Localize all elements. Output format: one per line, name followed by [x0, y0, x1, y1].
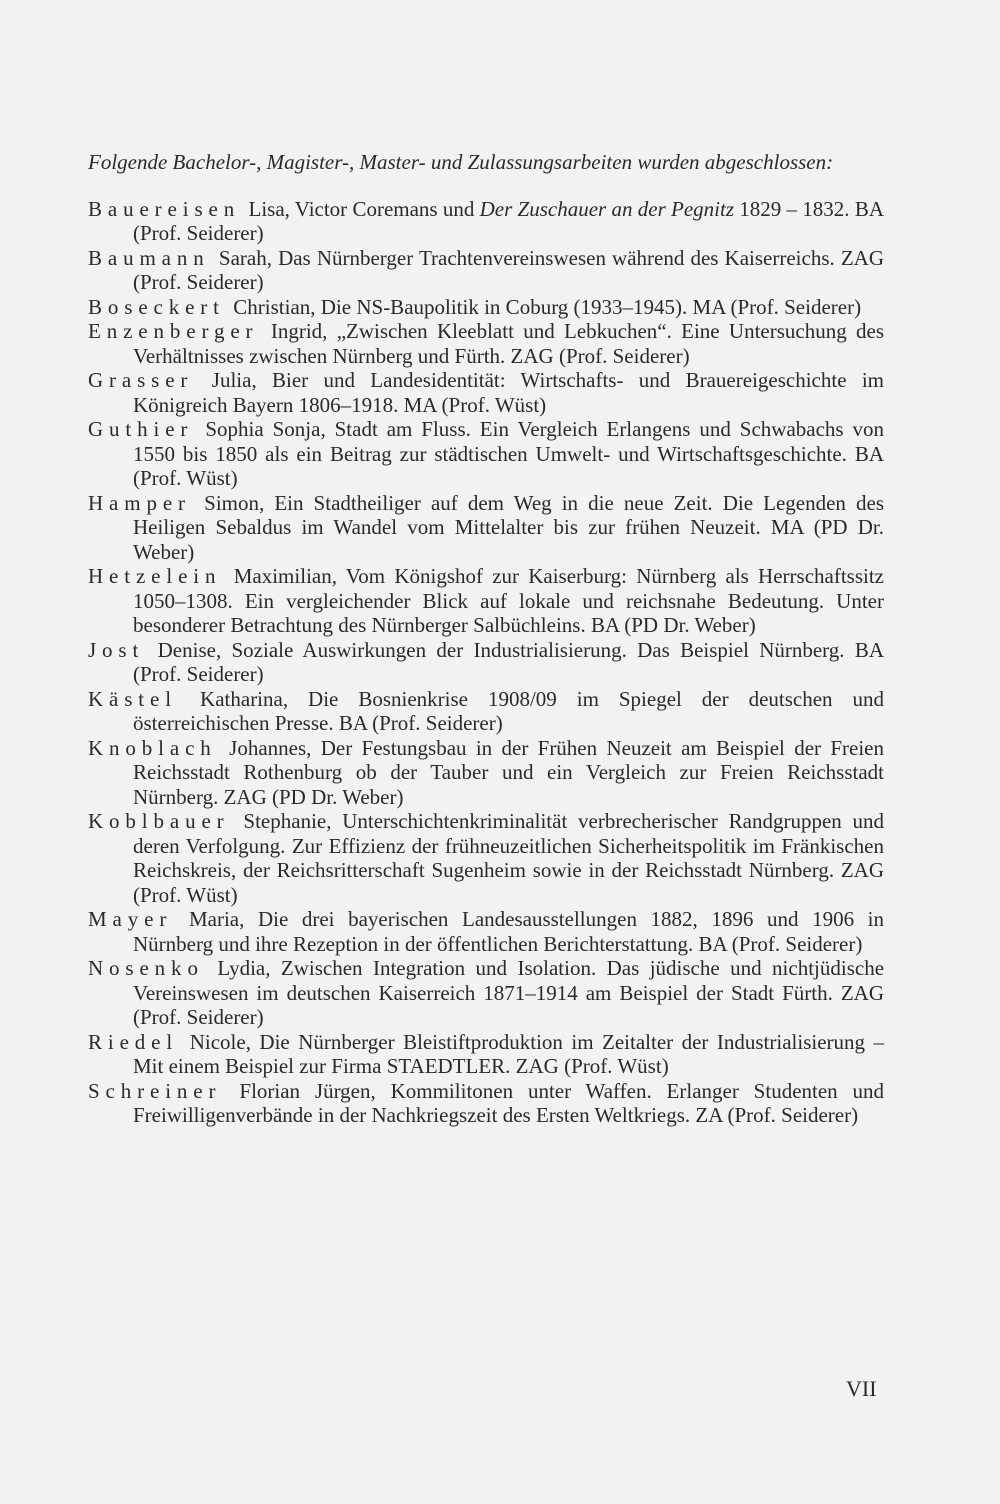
thesis-entry	[88, 197, 884, 246]
entry-surname: Jost	[88, 637, 145, 662]
entry-text: Florian Jürgen, Kommilitonen unter Waffen. Erlanger Studenten und Freiwilligenverbände in der Nachkriegszeit des Ersten Weltkriegs. ZA (Prof. Seiderer)	[133, 1078, 885, 1127]
entry-surname: Knoblach	[88, 735, 217, 760]
thesis-entry	[88, 417, 884, 491]
thesis-entry	[88, 368, 884, 417]
entry-surname: Koblbauer	[88, 809, 230, 833]
page-body	[88, 150, 884, 1128]
entry-text: Ingrid, „Zwischen Kleeblatt und Lebkuchen“. Eine Untersuchung des Verhältnisses zwischen Nürnberg und Fürth. ZAG (Prof. Seiderer)	[133, 319, 884, 368]
entry-surname: Hetzelein	[88, 564, 222, 588]
entry-surname: Nosenko	[88, 956, 204, 980]
thesis-entry	[88, 1030, 884, 1079]
thesis-entry	[88, 687, 884, 736]
entry-surname: Kästel	[88, 686, 177, 711]
entry-text: Maria, Die drei bayerischen Landesausstellungen 1882, 1896 und 1906 in Nürnberg und ihre Rezeption in der öffentlichen Berichterstattung. BA (Prof. Seiderer)	[133, 907, 885, 956]
entry-surname: Grasser	[88, 368, 194, 392]
thesis-entry	[88, 319, 884, 368]
entry-text: Lydia, Zwischen Integration und Isolation. Das jüdische und nichtjüdische Vereinswesen im deutschen Kaiserreich 1871–1914 am Beispiel der Stadt Fürth. ZAG (Prof. Seiderer)	[133, 956, 885, 1029]
thesis-entry	[88, 295, 884, 320]
thesis-entry	[88, 491, 884, 565]
entry-italic-title: Der Zuschauer an der Pegnitz	[479, 196, 734, 221]
entry-text: Simon, Ein Stadtheiliger auf dem Weg in die neue Zeit. Die Legenden des Heiligen Sebaldus im Wandel vom Mittelalter bis zur frühen Neuzeit. MA (PD Dr. Weber)	[133, 490, 884, 564]
entry-surname: Mayer	[88, 907, 173, 931]
thesis-entry	[88, 736, 884, 810]
entry-surname: Enzenberger	[88, 319, 259, 343]
thesis-entry	[88, 907, 884, 956]
thesis-entry	[88, 809, 884, 907]
entry-text: Julia, Bier und Landesidentität: Wirtschafts- und Brauereigeschichte im Königreich Bayern 1806–1918. MA (Prof. Wüst)	[133, 368, 885, 417]
entry-surname: Guthier	[88, 417, 194, 441]
entry-text: Maximilian, Vom Königshof zur Kaiserburg: Nürnberg als Herrschaftssitz 1050–1308. Ein vergleichender Blick auf lokale und reichsnahe Bedeutung. Unter besonderer Betrachtung des Nürnberger Salbüchleins. BA (PD Dr. Weber)	[133, 564, 884, 637]
thesis-list	[88, 197, 884, 1128]
entry-surname: Hamper	[88, 490, 191, 515]
entry-surname: Boseckert	[88, 294, 225, 319]
entry-text: Lisa, Victor Coremans und	[248, 196, 480, 221]
thesis-entry	[88, 246, 884, 295]
page-number: VII	[846, 1376, 877, 1401]
entry-text: Johannes, Der Festungsbau in der Frühen Neuzeit am Beispiel der Freien Reichsstadt Rothenburg ob der Tauber und ein Vergleich zur Freien Reichsstadt Nürnberg. ZAG (PD Dr. Weber)	[133, 735, 884, 809]
entry-text: Sarah, Das Nürnberger Trachtenvereinswesen während des Kaiserreichs. ZAG (Prof. Seiderer)	[133, 245, 885, 294]
entry-surname: Baumann	[88, 245, 210, 270]
entry-surname: Bauereisen	[88, 196, 241, 221]
entry-text: Nicole, Die Nürnberger Bleistiftproduktion im Zeitalter der Industrialisierung – Mit einem Beispiel zur Firma STAEDTLER. ZAG (Prof. Wüst)	[133, 1029, 884, 1078]
entry-text: Christian, Die NS-Baupolitik in Coburg (1933–1945). MA (Prof. Seiderer)	[233, 294, 862, 319]
intro-paragraph: Folgende Bachelor-, Magister-, Master- und Zulassungsarbeiten wurden abgeschlossen:	[88, 150, 834, 174]
thesis-entry	[88, 956, 884, 1030]
entry-text: Denise, Soziale Auswirkungen der Industrialisierung. Das Beispiel Nürnberg. BA (Prof. Seiderer)	[133, 637, 885, 686]
thesis-entry	[88, 638, 884, 687]
entry-surname: Schreiner	[88, 1078, 222, 1103]
entry-text: Katharina, Die Bosnienkrise 1908/09 im Spiegel der deutschen und österreichischen Presse. BA (Prof. Seiderer)	[133, 686, 885, 735]
entry-surname: Riedel	[88, 1029, 179, 1054]
thesis-entry	[88, 564, 884, 638]
thesis-entry	[88, 1079, 884, 1128]
entry-text: Stephanie, Unterschichtenkriminalität verbrecherischer Randgruppen und deren Verfolgung. Zur Effizienz der frühneuzeitlichen Sicherheitspolitik im Fränkischen Reichskreis, der Reichsritterschaft Sugenheim sowie in der Reichsstadt Nürnberg. ZAG (Prof. Wüst)	[133, 809, 884, 907]
entry-text: Sophia Sonja, Stadt am Fluss. Ein Vergleich Erlangens und Schwabachs von 1550 bis 1850 als ein Beitrag zur städtischen Umwelt- und Wirtschaftsgeschichte. BA (Prof. Wüst)	[133, 417, 884, 490]
entry-text-after: 1829 – 1832. BA (Prof. Seiderer)	[133, 196, 884, 245]
